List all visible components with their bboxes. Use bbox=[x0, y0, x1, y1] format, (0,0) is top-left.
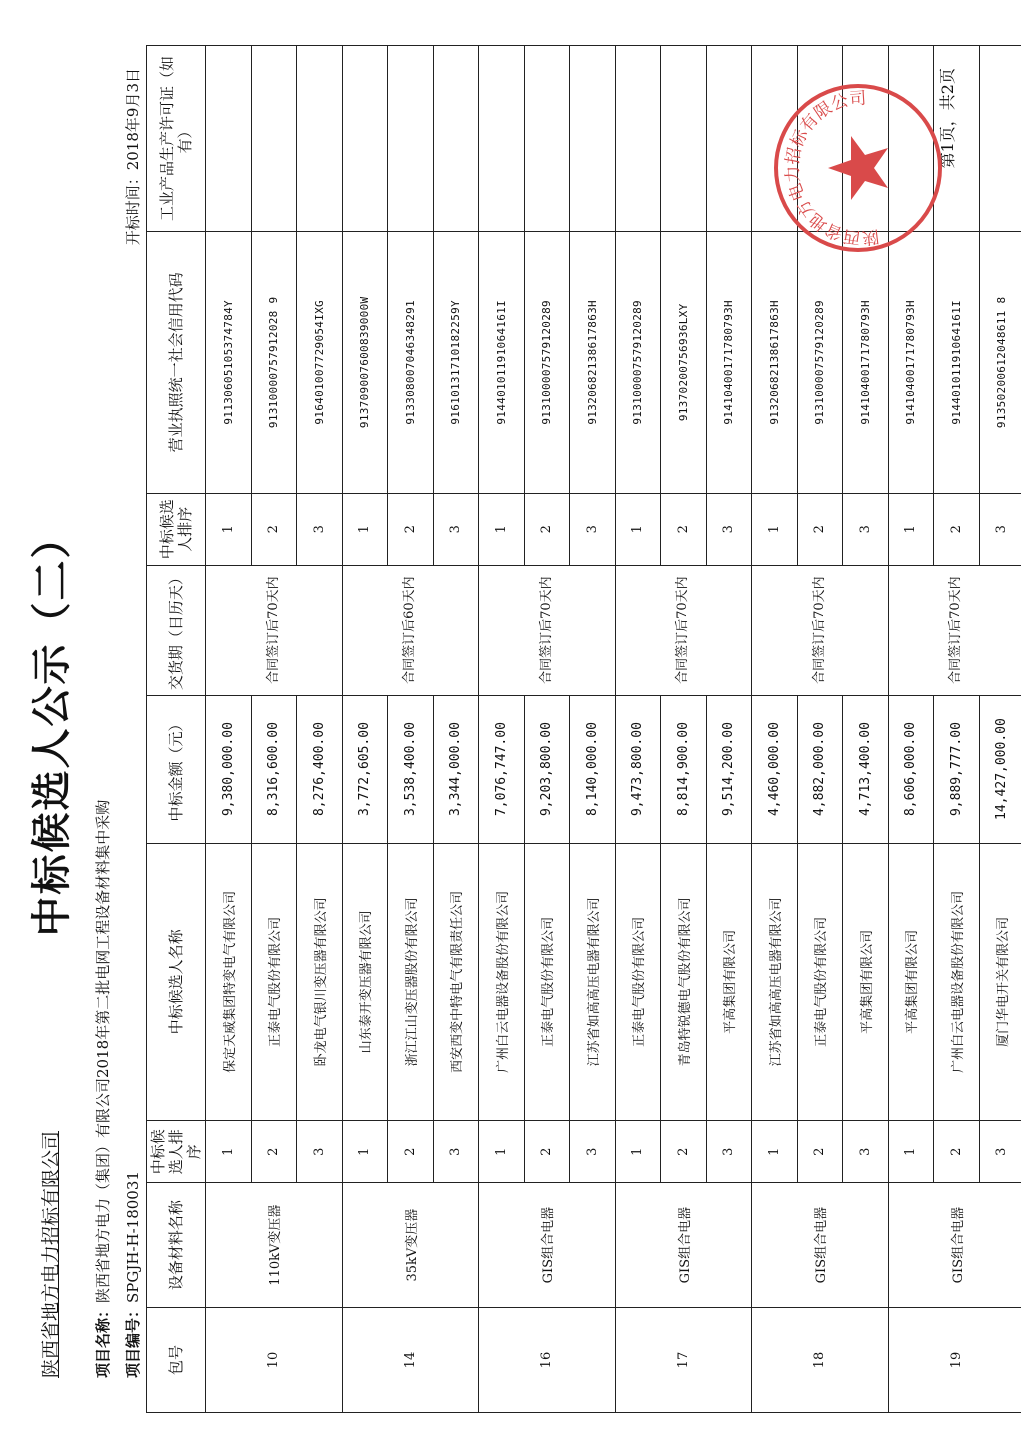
credit-code-cell: 913100007579120289 bbox=[615, 231, 661, 493]
license-cell bbox=[388, 46, 434, 232]
candidate-name-cell: 厦门华电开关有限公司 bbox=[979, 843, 1021, 1121]
license-cell bbox=[661, 46, 707, 232]
bid-amount-cell: 14,427,000.00 bbox=[979, 695, 1021, 843]
material-name-cell: GIS组合电器 bbox=[752, 1183, 889, 1308]
credit-code-cell: 91350200612048611 8 bbox=[979, 231, 1021, 493]
header-license: 工业产品生产许可证（如有） bbox=[147, 46, 206, 232]
rank-repeat-cell: 2 bbox=[661, 493, 707, 565]
rank-cell: 1 bbox=[342, 1121, 388, 1183]
credit-code-cell: 91440101191064161I bbox=[479, 231, 525, 493]
rank-repeat-cell: 3 bbox=[843, 493, 889, 565]
credit-code-cell: 913100007579120289 bbox=[797, 231, 843, 493]
bid-amount-cell: 7,076,747.00 bbox=[479, 695, 525, 843]
candidate-name-cell: 正泰电气股份有限公司 bbox=[615, 843, 661, 1121]
rank-repeat-cell: 1 bbox=[479, 493, 525, 565]
table-row bbox=[342, 46, 388, 1413]
rank-repeat-cell: 2 bbox=[524, 493, 570, 565]
delivery-period-cell: 合同签订后70天内 bbox=[206, 565, 343, 695]
bid-amount-cell: 3,772,605.00 bbox=[342, 695, 388, 843]
table-row bbox=[206, 46, 252, 1413]
header-material: 设备材料名称 bbox=[147, 1183, 206, 1308]
rank-repeat-cell: 3 bbox=[979, 493, 1021, 565]
bid-amount-cell: 9,889,777.00 bbox=[934, 695, 980, 843]
rank-cell: 3 bbox=[570, 1121, 616, 1183]
rank-cell: 1 bbox=[888, 1121, 934, 1183]
delivery-period-cell: 合同签订后70天内 bbox=[752, 565, 889, 695]
bid-amount-cell: 8,316,600.00 bbox=[251, 695, 297, 843]
bid-amount-cell: 8,606,000.00 bbox=[888, 695, 934, 843]
package-number-cell: 14 bbox=[342, 1308, 479, 1413]
candidate-name-cell: 西安西变中特电气有限责任公司 bbox=[433, 843, 479, 1121]
official-seal-stamp bbox=[768, 78, 948, 258]
rank-cell: 2 bbox=[251, 1121, 297, 1183]
package-number-cell: 10 bbox=[206, 1308, 343, 1413]
rank-repeat-cell: 2 bbox=[797, 493, 843, 565]
credit-code-cell: 91320682138617863H bbox=[570, 231, 616, 493]
credit-code-cell: 91610131710182259Y bbox=[433, 231, 479, 493]
package-number-cell: 17 bbox=[615, 1308, 752, 1413]
header-amount: 中标金额（元） bbox=[147, 695, 206, 843]
table-row bbox=[615, 46, 661, 1413]
project-code-value: SPGJH-H-180031 bbox=[124, 1171, 142, 1303]
bid-amount-cell: 9,203,800.00 bbox=[524, 695, 570, 843]
material-name-cell: GIS组合电器 bbox=[615, 1183, 752, 1308]
material-name-cell: 110kV变压器 bbox=[206, 1183, 343, 1308]
license-cell bbox=[433, 46, 479, 232]
delivery-period-cell: 合同签订后70天内 bbox=[888, 565, 1021, 695]
table-header-row bbox=[147, 46, 206, 1413]
candidate-name-cell: 广州白云电器设备股份有限公司 bbox=[479, 843, 525, 1121]
credit-code-cell: 91310000757912028 9 bbox=[251, 231, 297, 493]
bid-amount-cell: 9,514,200.00 bbox=[706, 695, 752, 843]
rank-repeat-cell: 1 bbox=[342, 493, 388, 565]
delivery-period-cell: 合同签订后70天内 bbox=[479, 565, 616, 695]
license-cell bbox=[479, 46, 525, 232]
license-cell bbox=[706, 46, 752, 232]
package-number-cell: 16 bbox=[479, 1308, 616, 1413]
seal-lettering: 陕西省地方电力招标有限公司 bbox=[782, 88, 880, 248]
license-cell bbox=[524, 46, 570, 232]
rank-repeat-cell: 2 bbox=[934, 493, 980, 565]
rank-cell: 2 bbox=[524, 1121, 570, 1183]
candidate-name-cell: 山东泰开变压器有限公司 bbox=[342, 843, 388, 1121]
candidate-name-cell: 平高集团有限公司 bbox=[843, 843, 889, 1121]
credit-code-cell: 916401007729054IXG bbox=[297, 231, 343, 493]
credit-code-cell: 91130605105374784Y bbox=[206, 231, 252, 493]
candidate-name-cell: 平高集团有限公司 bbox=[888, 843, 934, 1121]
rank-repeat-cell: 1 bbox=[752, 493, 798, 565]
license-cell bbox=[979, 46, 1021, 232]
table-row bbox=[479, 46, 525, 1413]
material-name-cell: 35kV变压器 bbox=[342, 1183, 479, 1308]
rank-repeat-cell: 1 bbox=[615, 493, 661, 565]
credit-code-cell: 91410400171780793H bbox=[888, 231, 934, 493]
license-cell bbox=[342, 46, 388, 232]
header-delivery: 交货期（日历天） bbox=[147, 565, 206, 695]
rank-cell: 2 bbox=[797, 1121, 843, 1183]
candidate-name-cell: 江苏省如高高压电器有限公司 bbox=[570, 843, 616, 1121]
header-rank-2: 中标候选人排序 bbox=[147, 493, 206, 565]
header-package: 包号 bbox=[147, 1308, 206, 1413]
header-name: 中标候选人名称 bbox=[147, 843, 206, 1121]
bid-amount-cell: 8,140,000.00 bbox=[570, 695, 616, 843]
page-title: 中标候选人公示（二） bbox=[29, 516, 75, 937]
bid-amount-cell: 8,814,900.00 bbox=[661, 695, 707, 843]
credit-code-cell: 91410400171780793H bbox=[706, 231, 752, 493]
header-credit-code: 营业执照统一社会信用代码 bbox=[147, 231, 206, 493]
material-name-cell: GIS组合电器 bbox=[888, 1183, 1021, 1308]
bid-amount-cell: 3,344,000.00 bbox=[433, 695, 479, 843]
bid-amount-cell: 9,380,000.00 bbox=[206, 695, 252, 843]
header-rank: 中标候选人排序 bbox=[147, 1121, 206, 1183]
package-number-cell: 18 bbox=[752, 1308, 889, 1413]
package-number-cell: 19 bbox=[888, 1308, 1021, 1413]
bid-amount-cell: 9,473,800.00 bbox=[615, 695, 661, 843]
credit-code-cell: 91370200756936LXY bbox=[661, 231, 707, 493]
bid-amount-cell: 8,276,400.00 bbox=[297, 695, 343, 843]
candidate-name-cell: 浙江江山变压器股份有限公司 bbox=[388, 843, 434, 1121]
bid-amount-cell: 4,882,000.00 bbox=[797, 695, 843, 843]
project-name-value: 陕西省地方电力（集团）有限公司2018年第二批电网工程设备材料集中采购 bbox=[94, 799, 112, 1303]
license-cell bbox=[206, 46, 252, 232]
rank-repeat-cell: 1 bbox=[206, 493, 252, 565]
bid-amount-cell: 3,538,400.00 bbox=[388, 695, 434, 843]
rank-cell: 2 bbox=[934, 1121, 980, 1183]
rank-repeat-cell: 2 bbox=[388, 493, 434, 565]
candidate-name-cell: 正泰电气股份有限公司 bbox=[797, 843, 843, 1121]
rank-cell: 3 bbox=[843, 1121, 889, 1183]
credit-code-cell: 91410400171780793H bbox=[843, 231, 889, 493]
rank-cell: 2 bbox=[388, 1121, 434, 1183]
rank-repeat-cell: 3 bbox=[297, 493, 343, 565]
seal-star bbox=[828, 136, 888, 200]
rank-repeat-cell: 1 bbox=[888, 493, 934, 565]
rank-repeat-cell: 3 bbox=[706, 493, 752, 565]
candidate-name-cell: 正泰电气股份有限公司 bbox=[251, 843, 297, 1121]
candidate-name-cell: 广州白云电器设备股份有限公司 bbox=[934, 843, 980, 1121]
bid-amount-cell: 4,460,000.00 bbox=[752, 695, 798, 843]
license-cell bbox=[251, 46, 297, 232]
candidate-name-cell: 正泰电气股份有限公司 bbox=[524, 843, 570, 1121]
rank-cell: 3 bbox=[706, 1121, 752, 1183]
rank-repeat-cell: 2 bbox=[251, 493, 297, 565]
license-cell bbox=[570, 46, 616, 232]
page-number: 第1页，共2页 bbox=[938, 68, 957, 169]
rank-cell: 2 bbox=[661, 1121, 707, 1183]
rank-cell: 3 bbox=[297, 1121, 343, 1183]
license-cell bbox=[297, 46, 343, 232]
rank-repeat-cell: 3 bbox=[433, 493, 479, 565]
project-name-label: 项目名称： bbox=[94, 1302, 112, 1378]
project-code-label: 项目编号： bbox=[124, 1302, 142, 1378]
credit-code-cell: 91440101191064161I bbox=[934, 231, 980, 493]
credit-code-cell: 91320682138617863H bbox=[752, 231, 798, 493]
rank-cell: 1 bbox=[752, 1121, 798, 1183]
license-cell bbox=[615, 46, 661, 232]
bid-amount-cell: 4,713,400.00 bbox=[843, 695, 889, 843]
delivery-period-cell: 合同签订后70天内 bbox=[615, 565, 752, 695]
rank-cell: 1 bbox=[206, 1121, 252, 1183]
candidate-name-cell: 平高集团有限公司 bbox=[706, 843, 752, 1121]
credit-code-cell: 913308007046348291 bbox=[388, 231, 434, 493]
issuer-company: 陕西省地方电力招标有限公司 bbox=[40, 1130, 62, 1378]
project-code-line bbox=[122, 1171, 143, 1378]
rank-cell: 3 bbox=[433, 1121, 479, 1183]
credit-code-cell: 913709007600839000W bbox=[342, 231, 388, 493]
candidate-name-cell: 卧龙电气银川变压器有限公司 bbox=[297, 843, 343, 1121]
candidate-name-cell: 江苏省如高高压电器有限公司 bbox=[752, 843, 798, 1121]
material-name-cell: GIS组合电器 bbox=[479, 1183, 616, 1308]
project-name-line bbox=[92, 800, 113, 1378]
rank-cell: 1 bbox=[615, 1121, 661, 1183]
rank-cell: 1 bbox=[479, 1121, 525, 1183]
opening-time: 开标时间：2018年9月3日 bbox=[124, 68, 142, 246]
candidate-name-cell: 保定天威集团特变电气有限公司 bbox=[206, 843, 252, 1121]
rank-repeat-cell: 3 bbox=[570, 493, 616, 565]
candidate-name-cell: 青岛特锐德电气股份有限公司 bbox=[661, 843, 707, 1121]
credit-code-cell: 913100007579120289 bbox=[524, 231, 570, 493]
rank-cell: 3 bbox=[979, 1121, 1021, 1183]
delivery-period-cell: 合同签订后60天内 bbox=[342, 565, 479, 695]
